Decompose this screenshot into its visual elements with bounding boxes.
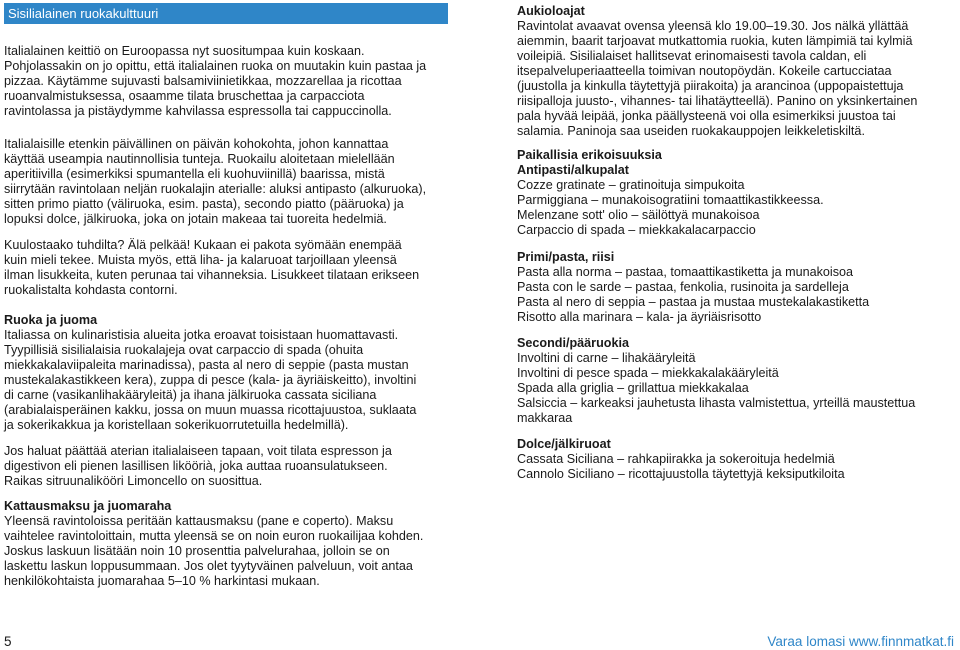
footer-site-link[interactable]: Varaa lomasi www.finnmatkat.fi — [767, 634, 954, 649]
opening-hours-text: Ravintolat avaavat ovensa yleensä klo 19.00–19.30. Jos nälkä yllättää aiemmin, baarit tarjoavat mutkattomia ruokia, kuten lämpimiä tai kylmiä voileipiä. Sisilialaiset hallitsevat erinomaisesti tavola caldan, eli itsepalveluperiaatteella toimivan noutopöydän. Kokeile cartucciataa (juustolla ja kinkulla täytettyjä piirakoita) ja arancinoa (uppopaistettuja riisipalloja juusto-, vihannes- tai lihatäytteellä). Panino on yksinkertainen pala hyvää leipää, jonka päällysteenä voi olla esimerkiksi juustoa tai salamia. Paninoja saa useiden ruokakauppojen leikkeletiskiltä. — [517, 19, 918, 138]
page-number: 5 — [4, 634, 12, 649]
intro-paragraph: Italialainen keittiö on Euroopassa nyt suositumpaa kuin koskaan. Pohjolassakin on jo opittu, että italialainen ruoka on muutakin kuin pastaa ja pizzaa. Käytämme sujuvasti balsamiviinietikkaa, mozzarellaa ja ricottaa ruoanvalmistuksessa, osaamme tilata bruschettaa ja carpacciota ravintolassa ja pistäydymme kahvilassa espressolla tai cappuccinolla. — [4, 44, 427, 118]
secondi-list: Involtini di carne – lihakääryleitä Involtini di pesce spada – miekkakalakääryleitä Spada alla griglia – grillattua miekkakalaa Salsiccia – karkeaksi jauhetusta lihasta valmistettua, yrteillä maustettua makkaraa — [517, 351, 916, 425]
dolce-list: Cassata Siciliana – rahkapiirakka ja sokeroituja hedelmiä Cannolo Siciliano – ricottajuustolla täytettyjä keksiputkiloita — [517, 452, 845, 481]
food-drink-text: Italiassa on kulinaristisia alueita jotka eroavat toisistaan huomattavasti. Tyypillisiä sisilialaisia ruokalajeja ovat carpaccio di spada (ohuita miekkakalaviipaleita marinadissa), pasta al nero di seppie (pasta mustan mustekalakastikkeen kera), zuppa di pesce (kala- ja äyriäiskeitto), involtini di carne (vasikanlihakääryleitä) ja ihana jälkiruoka cassata siciliana (arabialaisperäinen kakku, jossa on muun muassa ricottajuustoa, suklaata ja sokerikakkua ja koristellaan sokerikuorrutetuilla hedelmillä). — [4, 328, 417, 432]
dinner-paragraph: Italialaisille etenkin päivällinen on päivän kohokohta, johon kannattaa käyttää useampia nautinnollisia tunteja. Ruokailu aloitetaan mielellään aperitiivilla (esimerkiksi spumantella eli kuohuviinillä) baarissa, mistä siirrytään ravintolaan neljän ruokalajin aterialle: aluksi antipasto (alkuruoka), sitten primo piatto (väliruoka, esim. pasta), secondo piatto (pääruoka) ja lopuksi dolce, jälkiruoka, joka on jotain makeaa tai tuoreita hedelmiä. — [4, 137, 427, 226]
local-specialties-heading: Paikallisia erikoisuuksia — [517, 148, 662, 162]
cover-charge-heading: Kattausmaksu ja juomaraha — [4, 499, 172, 513]
cover-charge-text: Yleensä ravintoloissa peritään kattausmaksu (pane e coperto). Maksu vaihtelee ravintoloittain, mutta yleensä se on noin euron ruokailijaa kohden. Joskus laskuun lisätään noin 10 prosenttia palvelurahaa, jolloin se on laskettu laskun loppusummaan. Jos olet tyytyväinen palveluun, voit antaa henkilökohtaista juomarahaa 5–10 % harkintasi mukaan. — [4, 514, 424, 588]
primi-list: Pasta alla norma – pastaa, tomaattikastiketta ja munakoisoa Pasta con le sarde – pastaa, fenkolia, rusinoita ja sardelleja Pasta al nero di seppia – pastaa ja mustaa mustekalakastiketta Risotto alla marinara – kala- ja äyriäisrisotto — [517, 265, 870, 324]
dolce-heading: Dolce/jälkiruoat — [517, 437, 611, 451]
antipasti-heading: Antipasti/alkupalat — [517, 163, 629, 177]
portions-paragraph: Kuulostaako tuhdilta? Älä pelkää! Kukaan ei pakota syömään enempää kuin mieli tekee. Muista myös, että liha- ja kalaruoat tarjoillaan yleensä ilman lisukkeita, kuten perunaa tai vihanneksia. Lisukkeet tilataan erikseen ruokalistalta kohdasta contorni. — [4, 238, 420, 297]
opening-hours-heading: Aukioloajat — [517, 4, 585, 18]
secondi-heading: Secondi/pääruokia — [517, 336, 629, 350]
antipasti-list: Cozze gratinate – gratinoituja simpukoita Parmiggiana – munakoisogratiini tomaattikastikkeessa. Melenzane sott' olio – säilöttyä munakoisoa Carpaccio di spada – miekkakalacarpaccio — [517, 178, 824, 237]
food-drink-heading: Ruoka ja juoma — [4, 313, 98, 327]
section-title-bar: Sisilialainen ruokakulttuuri — [4, 3, 448, 24]
primi-heading: Primi/pasta, riisi — [517, 250, 615, 264]
digestivo-paragraph: Jos haluat päättää aterian italialaiseen tapaan, voit tilata espresson ja digestivon eli pienen lasillisen liköörià, joka auttaa ruoansulatukseen. Raikas sitruunalikööri Limoncello on suosittua. — [4, 444, 392, 488]
